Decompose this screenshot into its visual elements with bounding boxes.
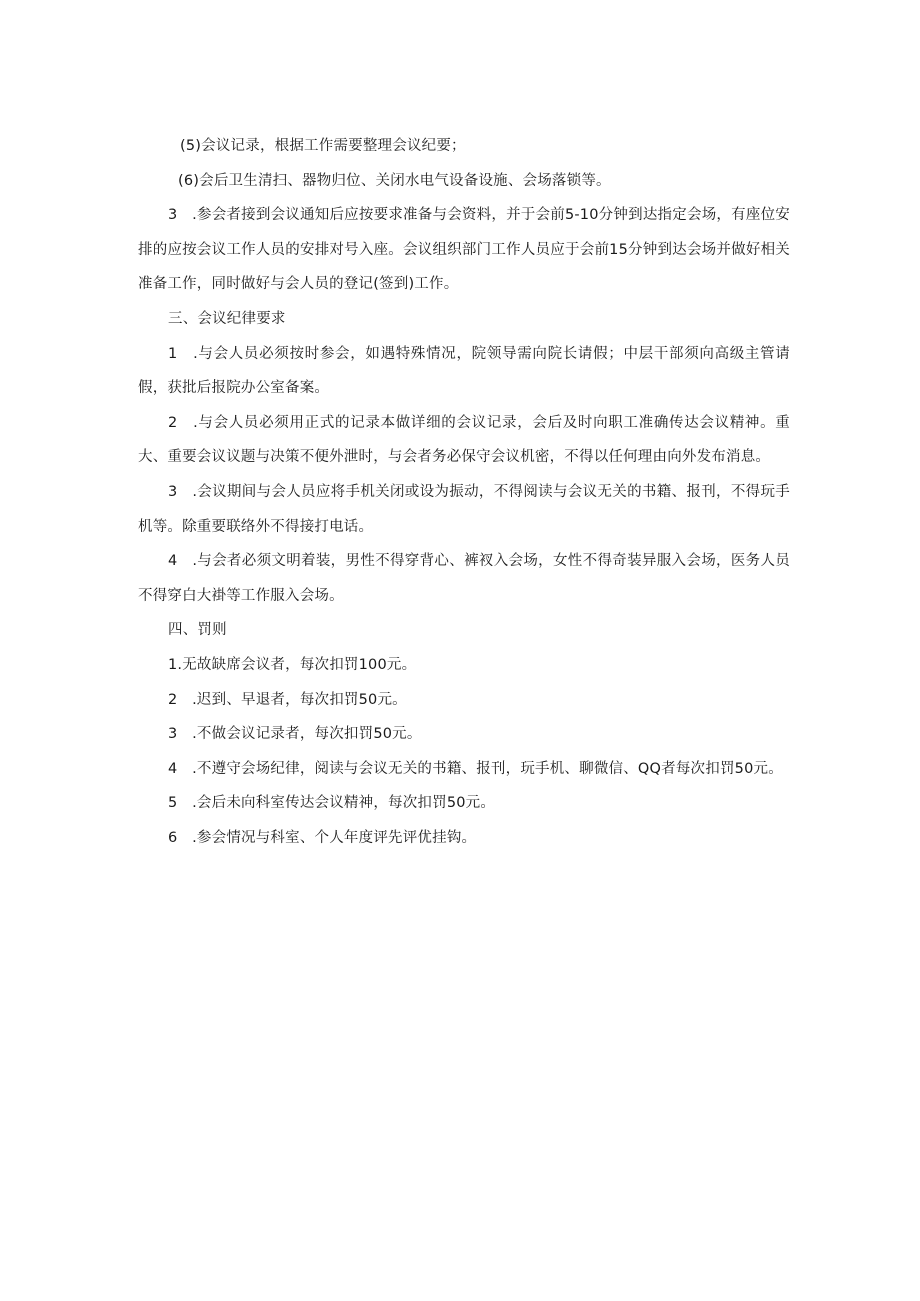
item-6-cleanup: (6)会后卫生清扫、器物归位、关闭水电气设备设施、会场落锁等。 — [178, 172, 611, 189]
section-heading-penalties: 四、罚则 — [168, 622, 227, 639]
penalty-item-6: 6 .参会情况与科室、个人年度评先评优挂钩。 — [168, 829, 477, 846]
penalty-item-4: 4 .不遵守会场纪律，阅读与会议无关的书籍、报刊，玩手机、聊微信、QQ者每次扣罚50元。 — [168, 760, 783, 777]
discipline-item-2: 2 .与会人员必须用正式的记录本做详细的会议记录，会后及时向职工准确传达会议精神。重大、重要会议议题与决策不便外泄时，与会者务必保守会议机密，不得以任何理由向外发布消息。 — [138, 414, 790, 466]
discipline-item-1: 1 .与会人员必须按时参会，如遇特殊情况，院领导需向院长请假；中层干部须向高级主管请假，获批后报院办公室备案。 — [138, 345, 790, 397]
penalty-item-2: 2 .迟到、早退者，每次扣罚50元。 — [168, 691, 407, 708]
item-5-minutes: (5)会议记录，根据工作需要整理会议纪要； — [180, 138, 466, 154]
item-3-preparation: 3 .参会者接到会议通知后应按要求准备与会资料，并于会前5-10分钟到达指定会场，有座位安排的应按会议工作人员的安排对号入座。会议组织部门工作人员应于会前15分钟到达会场并做好相关准备工作，同时做好与会人员的登记(签到)工作。 — [138, 207, 790, 293]
section-heading-discipline: 三、会议纪律要求 — [168, 310, 286, 327]
document-body — [138, 129, 790, 855]
penalty-item-1: 1.无故缺席会议者，每次扣罚100元。 — [168, 656, 417, 673]
penalty-item-5: 5 .会后未向科室传达会议精神，每次扣罚50元。 — [168, 795, 496, 812]
discipline-item-3: 3 .会议期间与会人员应将手机关闭或设为振动，不得阅读与会议无关的书籍、报刊，不得玩手机等。除重要联络外不得接打电话。 — [138, 483, 790, 535]
discipline-item-4: 4 .与会者必须文明着装，男性不得穿背心、裤衩入会场，女性不得奇装异服入会场，医务人员不得穿白大褂等工作服入会场。 — [138, 553, 790, 604]
penalty-item-3: 3 .不做会议记录者，每次扣罚50元。 — [168, 726, 422, 743]
